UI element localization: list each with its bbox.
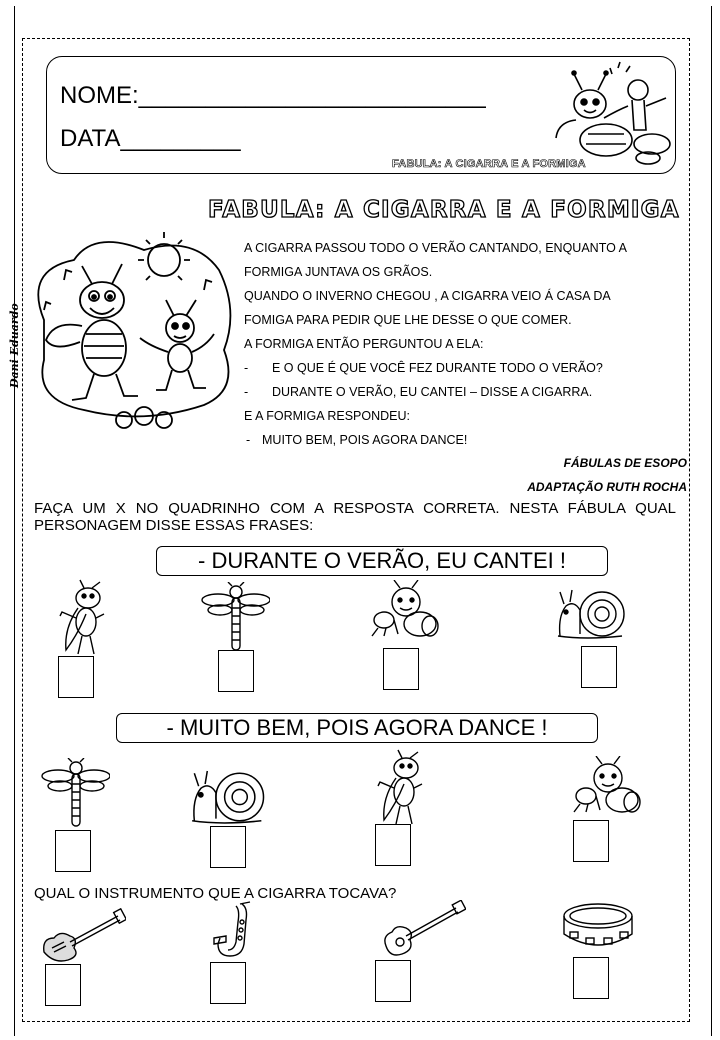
date-line: _________ <box>120 125 241 152</box>
author-signature: Dani Eduardo <box>8 303 21 388</box>
dialogue-text: DURANTE O VERÃO, EU CANTEI – DISSE A CIGARRA. <box>272 385 593 399</box>
electric-guitar-icon <box>40 908 126 964</box>
header-bee-illustration <box>548 60 676 170</box>
tambourine-icon <box>560 900 638 956</box>
ant-icon <box>364 580 440 640</box>
phrase-text: - DURANTE O VERÃO, EU CANTEI ! <box>198 548 566 573</box>
answer-checkbox[interactable] <box>581 646 617 688</box>
dialogue-dash: - <box>244 385 249 399</box>
answer-checkbox[interactable] <box>375 960 411 1002</box>
story-line: E A FORMIGA RESPONDEU: <box>244 409 411 423</box>
answer-checkbox[interactable] <box>375 824 411 866</box>
ant-icon <box>566 756 642 816</box>
dialogue-text: MUITO BEM, POIS AGORA DANCE! <box>262 433 468 447</box>
acoustic-guitar-icon <box>380 900 466 958</box>
answer-checkbox[interactable] <box>55 830 91 872</box>
adaptation-line: ADAPTAÇÃO RUTH ROCHA <box>527 480 687 494</box>
instructions: FAÇA UM X NO QUADRINHO COM A RESPOSTA CORRETA. NESTA FÁBULA QUAL PERSONAGEM DISSE ESSAS FRASES: <box>34 500 676 534</box>
dialogue-text: E O QUE É QUE VOCÊ FEZ DURANTE TODO O VERÃO? <box>272 361 603 375</box>
cicada-and-ant-illustration <box>24 230 238 440</box>
fable-title: FABULA: A CIGARRA E A FORMIGA <box>208 197 680 223</box>
saxophone-icon <box>210 900 260 960</box>
instrument-question: QUAL O INSTRUMENTO QUE A CIGARRA TOCAVA? <box>34 885 397 902</box>
header-caption: FABULA: A CIGARRA E A FORMIGA <box>392 158 586 170</box>
answer-checkbox[interactable] <box>573 820 609 862</box>
dialogue-line <box>244 380 672 404</box>
dialogue-line <box>244 428 672 452</box>
source-line: FÁBULAS DE ESOPO <box>563 456 687 470</box>
date-field[interactable] <box>60 125 241 153</box>
answer-checkbox[interactable] <box>210 962 246 1004</box>
name-label: NOME: <box>60 82 139 109</box>
story-text <box>244 236 672 452</box>
answer-checkbox[interactable] <box>58 656 94 698</box>
dragonfly-icon <box>40 758 110 830</box>
answer-checkbox[interactable] <box>210 826 246 868</box>
dialogue-dash: - <box>246 433 251 447</box>
dialogue-dash: - <box>244 361 249 375</box>
dialogue-line <box>244 356 672 380</box>
story-line: FOMIGA PARA PEDIR QUE LHE DESSE O QUE COMER. <box>244 313 572 327</box>
cicada-icon <box>374 748 426 828</box>
answer-checkbox[interactable] <box>45 964 81 1006</box>
snail-icon <box>190 766 270 828</box>
answer-checkbox[interactable] <box>383 648 419 690</box>
story-line: A FORMIGA ENTÃO PERGUNTOU A ELA: <box>244 337 484 351</box>
date-label: DATA <box>60 125 121 152</box>
phrase-text: - MUITO BEM, POIS AGORA DANCE ! <box>166 715 548 740</box>
story-line: QUANDO O INVERNO CHEGOU , A CIGARRA VEIO Á CASA DA <box>244 289 611 303</box>
snail-icon <box>556 586 630 642</box>
answer-checkbox[interactable] <box>218 650 254 692</box>
name-line: __________________________ <box>138 82 486 109</box>
story-line: A CIGARRA PASSOU TODO O VERÃO CANTANDO, ENQUANTO A <box>244 241 627 255</box>
cicada-icon <box>56 578 108 658</box>
phrase-box-1 <box>156 546 608 576</box>
phrase-box-2 <box>116 713 598 743</box>
answer-checkbox[interactable] <box>573 957 609 999</box>
name-field[interactable] <box>60 82 486 110</box>
dragonfly-icon <box>200 582 270 654</box>
story-line: FORMIGA JUNTAVA OS GRÃOS. <box>244 265 433 279</box>
